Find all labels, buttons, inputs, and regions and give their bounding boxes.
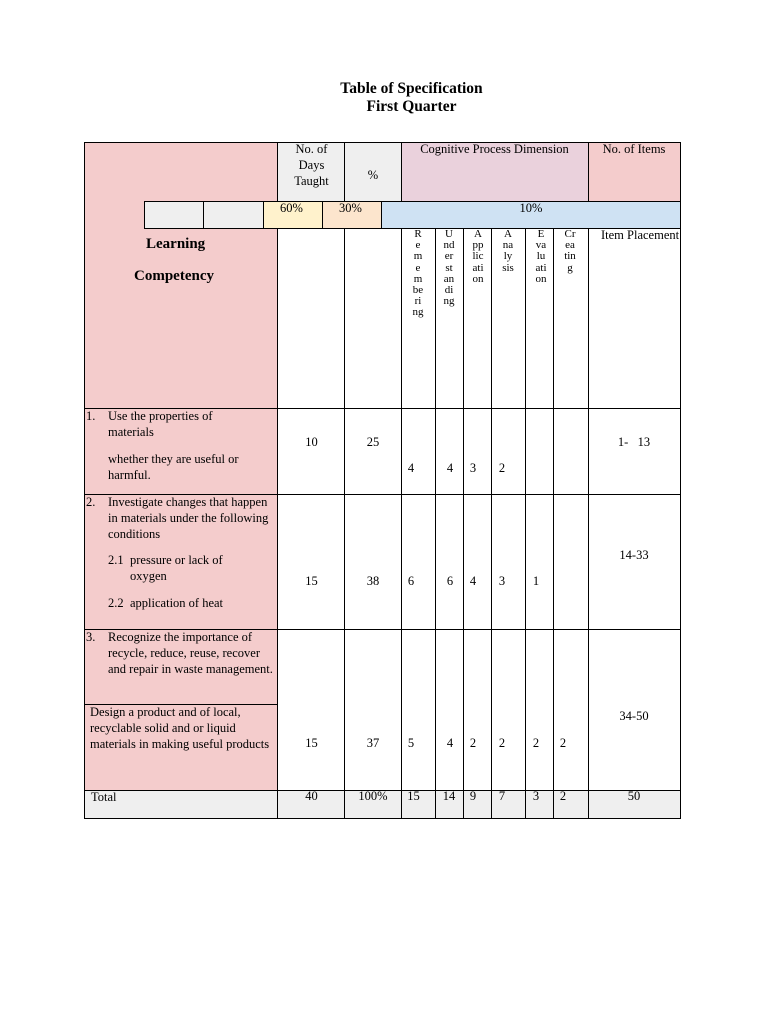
row1-days: 10 bbox=[305, 435, 318, 449]
level-analysis: Analysis bbox=[502, 228, 514, 274]
row2-understanding: 6 bbox=[446, 574, 454, 588]
level-creating: Creating bbox=[564, 228, 576, 274]
row2-placement: 14-33 bbox=[619, 548, 649, 562]
row3-placement: 34-50 bbox=[619, 709, 649, 723]
header-pct-60: 60% bbox=[280, 201, 303, 215]
header-learning: Learning bbox=[146, 236, 206, 252]
header-pct-30: 30% bbox=[339, 201, 362, 215]
total-remembering: 15 bbox=[407, 789, 420, 803]
header-pct-10: 10% bbox=[519, 201, 543, 215]
header-days-taught: No. of Days Taught bbox=[294, 142, 329, 188]
row1-remembering: 4 bbox=[407, 461, 415, 475]
sub-header-blank-1 bbox=[144, 201, 203, 228]
total-percent: 100% bbox=[358, 789, 388, 803]
row2-sub2-number: 2.2 bbox=[108, 596, 124, 610]
row3-analysis: 2 bbox=[498, 736, 506, 750]
row2-evaluation: 1 bbox=[532, 574, 540, 588]
document-title: Table of Specification bbox=[340, 80, 483, 97]
row2-number: 2. bbox=[86, 495, 96, 509]
header-item-placement: Item Placement bbox=[601, 228, 680, 242]
row1-percent: 25 bbox=[366, 435, 380, 449]
header-competency: Competency bbox=[134, 268, 214, 284]
row3-remembering: 5 bbox=[407, 736, 415, 750]
level-application: Application bbox=[472, 228, 484, 285]
row3-number: 3. bbox=[86, 630, 96, 644]
row2-application: 4 bbox=[469, 574, 477, 588]
header-cognitive-process: Cognitive Process Dimension bbox=[420, 142, 569, 156]
level-remembering: Remembering bbox=[412, 228, 424, 319]
row3-percent: 37 bbox=[366, 736, 380, 750]
row3-competency-a: Recognize the importance of recycle, reduce, reuse, recover and repair in waste management. bbox=[108, 630, 273, 676]
row2-days: 15 bbox=[305, 574, 318, 588]
row2-percent: 38 bbox=[366, 574, 380, 588]
level-understanding: Understanding bbox=[443, 228, 455, 308]
row3-days: 15 bbox=[305, 736, 318, 750]
row3-understanding: 4 bbox=[446, 736, 454, 750]
row2-sub1-text: pressure or lack of oxygen bbox=[130, 553, 223, 583]
document-subtitle: First Quarter bbox=[366, 98, 457, 115]
total-creating: 2 bbox=[559, 789, 567, 803]
row3-creating: 2 bbox=[559, 736, 567, 750]
row1-analysis: 2 bbox=[498, 461, 506, 475]
sub-header-blank-2 bbox=[203, 201, 263, 228]
row3-evaluation: 2 bbox=[532, 736, 540, 750]
row1-application: 3 bbox=[469, 461, 477, 475]
row1-number: 1. bbox=[86, 409, 96, 423]
row2-remembering: 6 bbox=[407, 574, 415, 588]
total-days: 40 bbox=[305, 789, 318, 803]
total-evaluation: 3 bbox=[532, 789, 540, 803]
total-items: 50 bbox=[627, 789, 641, 803]
row2-competency-a: Investigate changes that happen in materials under the following conditions bbox=[108, 495, 269, 541]
row1-competency-b: whether they are useful or harmful. bbox=[108, 452, 239, 482]
row2-sub1-number: 2.1 bbox=[108, 553, 124, 567]
level-evaluation: Evaluation bbox=[535, 228, 547, 285]
row1-understanding: 4 bbox=[446, 461, 454, 475]
row1-competency-a: Use the properties of materials bbox=[108, 409, 213, 439]
total-understanding: 14 bbox=[442, 789, 456, 803]
row2-sub2-text: application of heat bbox=[130, 596, 224, 610]
header-percent: % bbox=[367, 168, 379, 182]
total-application: 9 bbox=[469, 789, 477, 803]
row2-analysis: 3 bbox=[498, 574, 506, 588]
row3-application: 2 bbox=[469, 736, 477, 750]
row1-placement: 1- 13 bbox=[617, 435, 651, 449]
header-no-of-items: No. of Items bbox=[602, 142, 666, 156]
row3-competency-b: Design a product and of local, recyclable solid and or liquid materials in making useful products bbox=[90, 705, 270, 751]
total-label: Total bbox=[91, 790, 117, 804]
total-analysis: 7 bbox=[498, 789, 506, 803]
